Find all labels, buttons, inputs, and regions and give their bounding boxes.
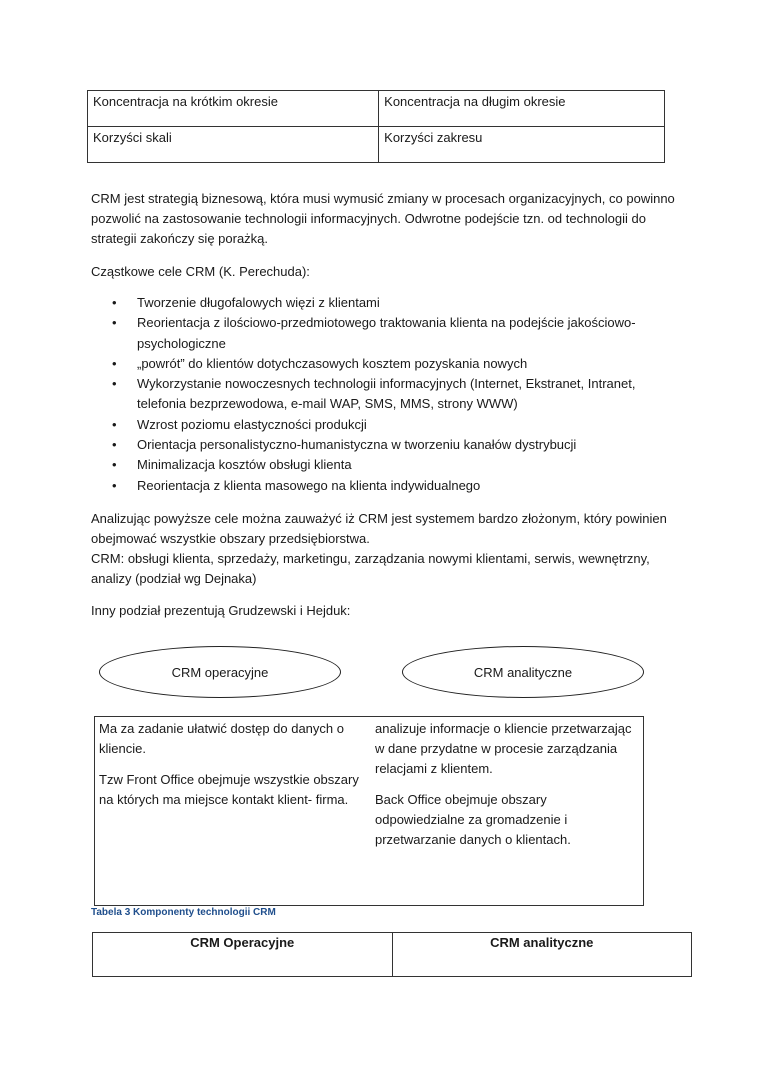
description-text: analizuje informacje o kliencie przetwarzając w dane przydatne w procesie zarządzania relacjami z klientem. bbox=[375, 721, 632, 776]
crm-description-box bbox=[94, 716, 644, 906]
list-item: • Tworzenie długofalowych więzi z klientami bbox=[112, 293, 672, 313]
goals-heading: Cząstkowe cele CRM (K. Perechuda): bbox=[91, 264, 310, 279]
table-header: CRM analityczne bbox=[392, 933, 692, 977]
comparison-table bbox=[87, 90, 665, 163]
bullet-icon: • bbox=[112, 437, 117, 453]
list-item: • Reorientacja z ilościowo-przedmiotowego traktowania klienta na podejście jakościowo-psychologiczne bbox=[112, 315, 636, 351]
intro-paragraph: CRM jest strategią biznesową, która musi wymusić zmiany w procesach organizacyjnych, co powinno pozwolić na zastosowanie technologii informacyjnych. Odwrotne podejście tzn. od technologii do strategii zakończy się porażką. bbox=[91, 191, 675, 246]
list-item: • Reorientacja z klienta masowego na klienta indywidualnego bbox=[112, 476, 672, 496]
crm-analytical-label: CRM analityczne bbox=[473, 664, 573, 680]
table-caption: Tabela 3 Komponenty technologii CRM bbox=[91, 907, 276, 918]
split-paragraph: Inny podział prezentują Grudzewski i Hejduk: bbox=[91, 603, 351, 618]
description-text: Back Office obejmuje obszary odpowiedzialne za gromadzenie i przetwarzanie danych o klientach. bbox=[375, 792, 571, 847]
bullet-icon: • bbox=[112, 457, 117, 473]
table-row bbox=[88, 127, 665, 163]
crm-operational-description bbox=[99, 719, 361, 821]
list-item: • „powrót” do klientów dotychczasowych kosztem pozyskania nowych bbox=[112, 354, 672, 374]
bullet-icon: • bbox=[112, 416, 117, 432]
table-header: CRM Operacyjne bbox=[93, 933, 393, 977]
list-item: • Wzrost poziomu elastyczności produkcji bbox=[112, 415, 672, 435]
table-row bbox=[88, 91, 665, 127]
list-item: • Wykorzystanie nowoczesnych technologii informacyjnych (Internet, Ekstranet, Intranet, telefonia bezprzewodowa, e-mail WAP, SMS, MMS, strony WWW) bbox=[112, 376, 636, 412]
table-cell: Korzyści zakresu bbox=[379, 127, 665, 163]
bullet-icon: • bbox=[112, 315, 117, 331]
bullet-icon: • bbox=[112, 376, 117, 392]
table-row bbox=[93, 933, 692, 977]
analysis-paragraph: Analizując powyższe cele można zauważyć iż CRM jest systemem bardzo złożonym, który powinien obejmować wszystkie obszary przedsiębiorstwa. bbox=[91, 511, 667, 546]
table-cell: Koncentracja na długim okresie bbox=[379, 91, 665, 127]
bullet-icon: • bbox=[112, 295, 117, 310]
crm-areas-paragraph: CRM: obsługi klienta, sprzedaży, marketingu, zarządzania nowymi klientami, serwis, wewnętrzny, analizy (podział wg Dejnaka) bbox=[91, 551, 650, 586]
crm-operational-ellipse bbox=[99, 646, 341, 698]
crm-analytical-ellipse bbox=[402, 646, 644, 698]
table-cell: Koncentracja na krótkim okresie bbox=[88, 91, 379, 127]
description-text: Tzw Front Office obejmuje wszystkie obszary na których ma miejsce kontakt klient- firma. bbox=[99, 772, 359, 807]
table-cell: Korzyści skali bbox=[88, 127, 379, 163]
crm-operational-label: CRM operacyjne bbox=[171, 664, 269, 680]
crm-analytical-description bbox=[375, 719, 637, 861]
bullet-icon: • bbox=[112, 477, 117, 493]
list-item: • Orientacja personalistyczno-humanistyczna w tworzeniu kanałów dystrybucji bbox=[112, 435, 672, 455]
goals-list bbox=[112, 293, 672, 496]
bullet-icon: • bbox=[112, 355, 117, 371]
description-text: Ma za zadanie ułatwić dostęp do danych o kliencie. bbox=[99, 721, 344, 756]
list-item: • Minimalizacja kosztów obsługi klienta bbox=[112, 455, 672, 475]
crm-components-table bbox=[92, 932, 692, 977]
